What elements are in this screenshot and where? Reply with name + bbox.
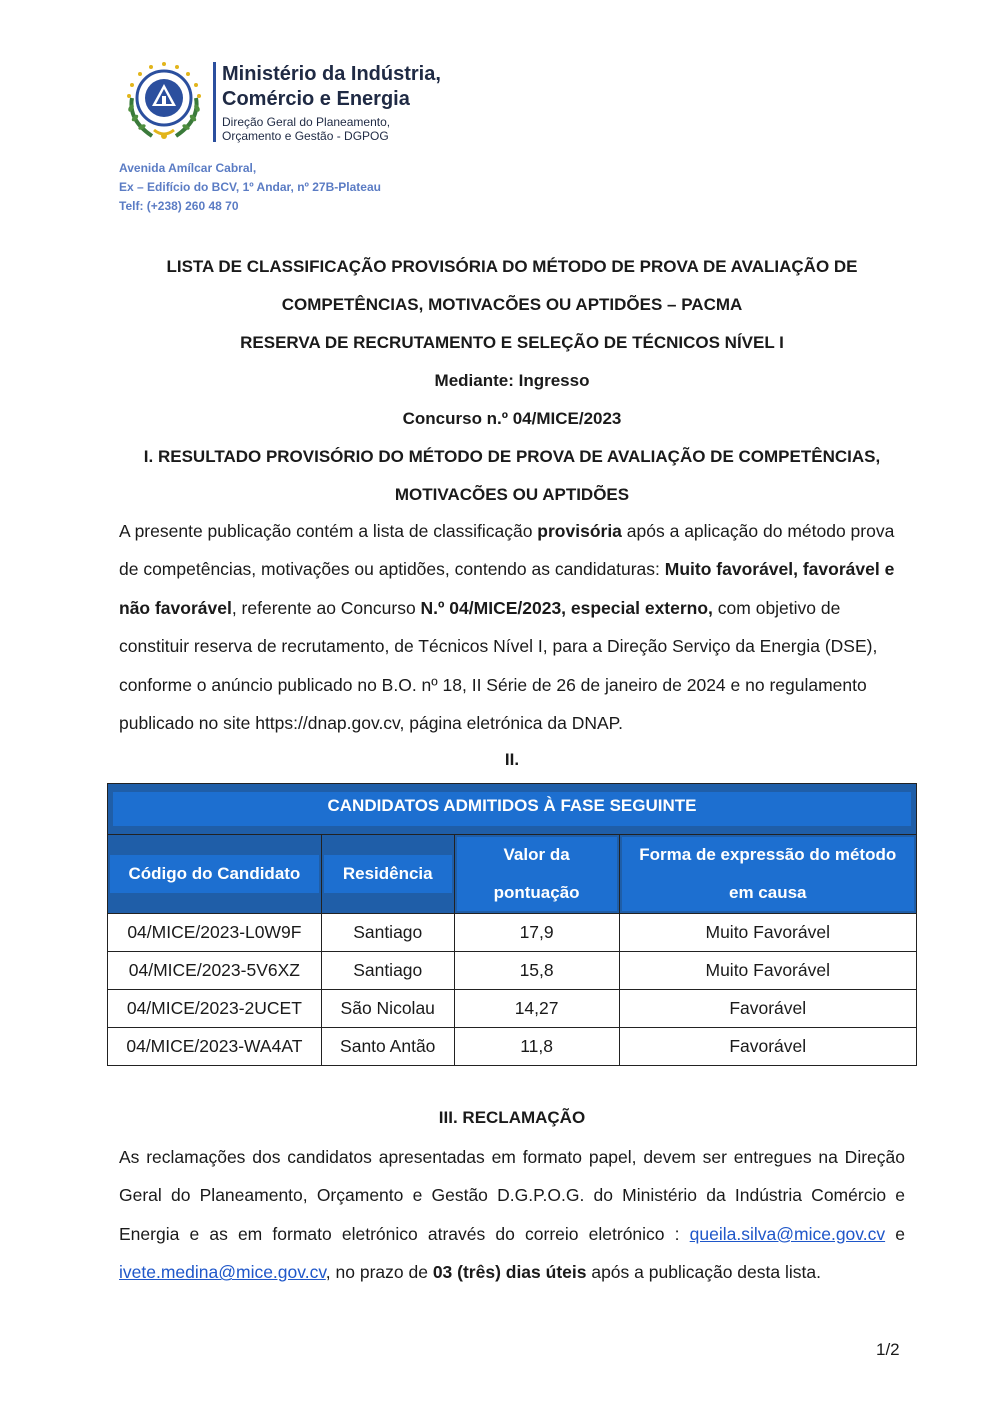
table-row	[108, 914, 917, 952]
text: As reclamações dos candidatos apresentadas em formato papel, devem ser entregues na Direção Geral do Planeamento, Orçamento e Gestão D.G.P.O.G. do Ministério da Indústria Comércio e Energia e as em formato eletrónico através do correio eletrónico :	[119, 1147, 905, 1244]
header-residence-label: Residência	[324, 855, 452, 893]
cell-residence: São Nicolau	[321, 990, 454, 1028]
department-name	[222, 115, 390, 143]
section-ii-heading: II.	[504, 750, 520, 769]
text: com objetivo de constituir reserva de recrutamento, de Técnicos Nível I, para a Direção Serviço da Energia (DSE), conforme o anúncio publicado no B.O. nº 18, II Série de 26 de janeiro de 2024 e no regulamento publicado no site https://dnap.gov.cv, página eletrónica da DNAP.	[119, 597, 878, 734]
bold-text: N.º 04/MICE/2023, especial externo,	[420, 597, 713, 618]
ministry-name-line1: Ministério da Indústria,	[222, 63, 441, 85]
cell-score: 11,8	[454, 1028, 619, 1066]
letterhead	[118, 58, 538, 148]
cell-code: 04/MICE/2023-2UCET	[108, 990, 322, 1028]
cell-score: 15,8	[454, 952, 619, 990]
cell-form: Favorável	[619, 1028, 917, 1066]
table-banner-row	[108, 784, 917, 835]
header-residence	[321, 835, 454, 914]
header-form-line1: Forma de expressão do método	[639, 845, 897, 864]
text: , no prazo de	[325, 1262, 433, 1283]
header-code	[108, 835, 322, 914]
coat-of-arms-icon	[118, 58, 210, 146]
header-score	[454, 835, 619, 914]
header-form-label	[622, 837, 915, 911]
department-name-line2: Orçamento e Gestão - DGPOG	[222, 129, 389, 143]
table-title: CANDIDATOS ADMITIDOS À FASE SEGUINTE	[113, 792, 911, 826]
results-table	[107, 783, 917, 1066]
section-iii-heading: III. RECLAMAÇÃO	[438, 1108, 586, 1127]
cell-code: 04/MICE/2023-WA4AT	[108, 1028, 322, 1066]
cell-code: 04/MICE/2023-5V6XZ	[108, 952, 322, 990]
title-line2: COMPETÊNCIAS, MOTIVACÕES OU APTIDÕES – PACMA	[281, 295, 743, 314]
document-titles	[110, 248, 914, 514]
address-line1: Avenida Amílcar Cabral,	[119, 161, 257, 175]
address-block	[119, 159, 381, 216]
section-iii-paragraph	[119, 1138, 905, 1292]
section-i-heading-line1: I. RESULTADO PROVISÓRIO DO MÉTODO DE PROVA DE AVALIAÇÃO DE COMPETÊNCIAS,	[143, 447, 881, 466]
cell-form: Muito Favorável	[619, 952, 917, 990]
department-name-line1: Direção Geral do Planeamento,	[222, 115, 391, 129]
cell-score: 17,9	[454, 914, 619, 952]
address-phone: Telf: (+238) 260 48 70	[119, 199, 239, 213]
cell-residence: Santiago	[321, 952, 454, 990]
email-link-queila[interactable]: queila.silva@mice.gov.cv	[689, 1223, 886, 1244]
cell-residence: Santiago	[321, 914, 454, 952]
table-row	[108, 952, 917, 990]
cell-score: 14,27	[454, 990, 619, 1028]
email-link-ivete[interactable]: ivete.medina@mice.gov.cv	[119, 1262, 326, 1283]
header-score-line1: Valor da	[503, 845, 570, 864]
page-number: 1/2	[876, 1340, 900, 1359]
bold-text: provisória	[537, 521, 622, 541]
ministry-name-line2: Comércio e Energia	[222, 88, 410, 110]
ministry-name	[222, 62, 441, 112]
cell-residence: Santo Antão	[321, 1028, 454, 1066]
table-row	[108, 990, 917, 1028]
bold-text: Muito favorável, favorável e não favorável	[119, 559, 895, 618]
text: após a aplicação do método prova de competências, motivações ou aptidões, contendo as candidaturas:	[119, 521, 895, 580]
cell-form: Favorável	[619, 990, 917, 1028]
title-line4: Mediante: Ingresso	[434, 371, 590, 390]
text: A presente publicação contém a lista de classificação	[119, 521, 538, 541]
header-code-label: Código do Candidato	[110, 855, 319, 893]
title-line1: LISTA DE CLASSIFICAÇÃO PROVISÓRIA DO MÉTODO DE PROVA DE AVALIAÇÃO DE	[166, 257, 858, 276]
bold-text: 03 (três) dias úteis	[432, 1262, 587, 1283]
header-score-label	[457, 837, 617, 911]
section-i-heading-line2: MOTIVACÕES OU APTIDÕES	[394, 485, 630, 504]
header-form-line2: em causa	[729, 883, 807, 902]
table-banner-cell	[108, 784, 917, 835]
cell-code: 04/MICE/2023-L0W9F	[108, 914, 322, 952]
header-score-line2: pontuação	[493, 883, 580, 902]
title-line3: RESERVA DE RECRUTAMENTO E SELEÇÃO DE TÉCNICOS NÍVEL I	[240, 333, 784, 352]
cell-form: Muito Favorável	[619, 914, 917, 952]
letterhead-divider	[213, 62, 216, 142]
header-form	[619, 835, 917, 914]
text: , referente ao Concurso	[231, 597, 421, 618]
section-i-paragraph	[119, 512, 905, 742]
table-row	[108, 1028, 917, 1066]
table-header-row	[108, 835, 917, 914]
text: após a publicação desta lista.	[586, 1262, 821, 1283]
title-line5: Concurso n.º 04/MICE/2023	[402, 409, 622, 428]
text: e	[885, 1223, 905, 1244]
address-line2: Ex – Edifício do BCV, 1º Andar, nº 27B-Plateau	[119, 180, 381, 194]
